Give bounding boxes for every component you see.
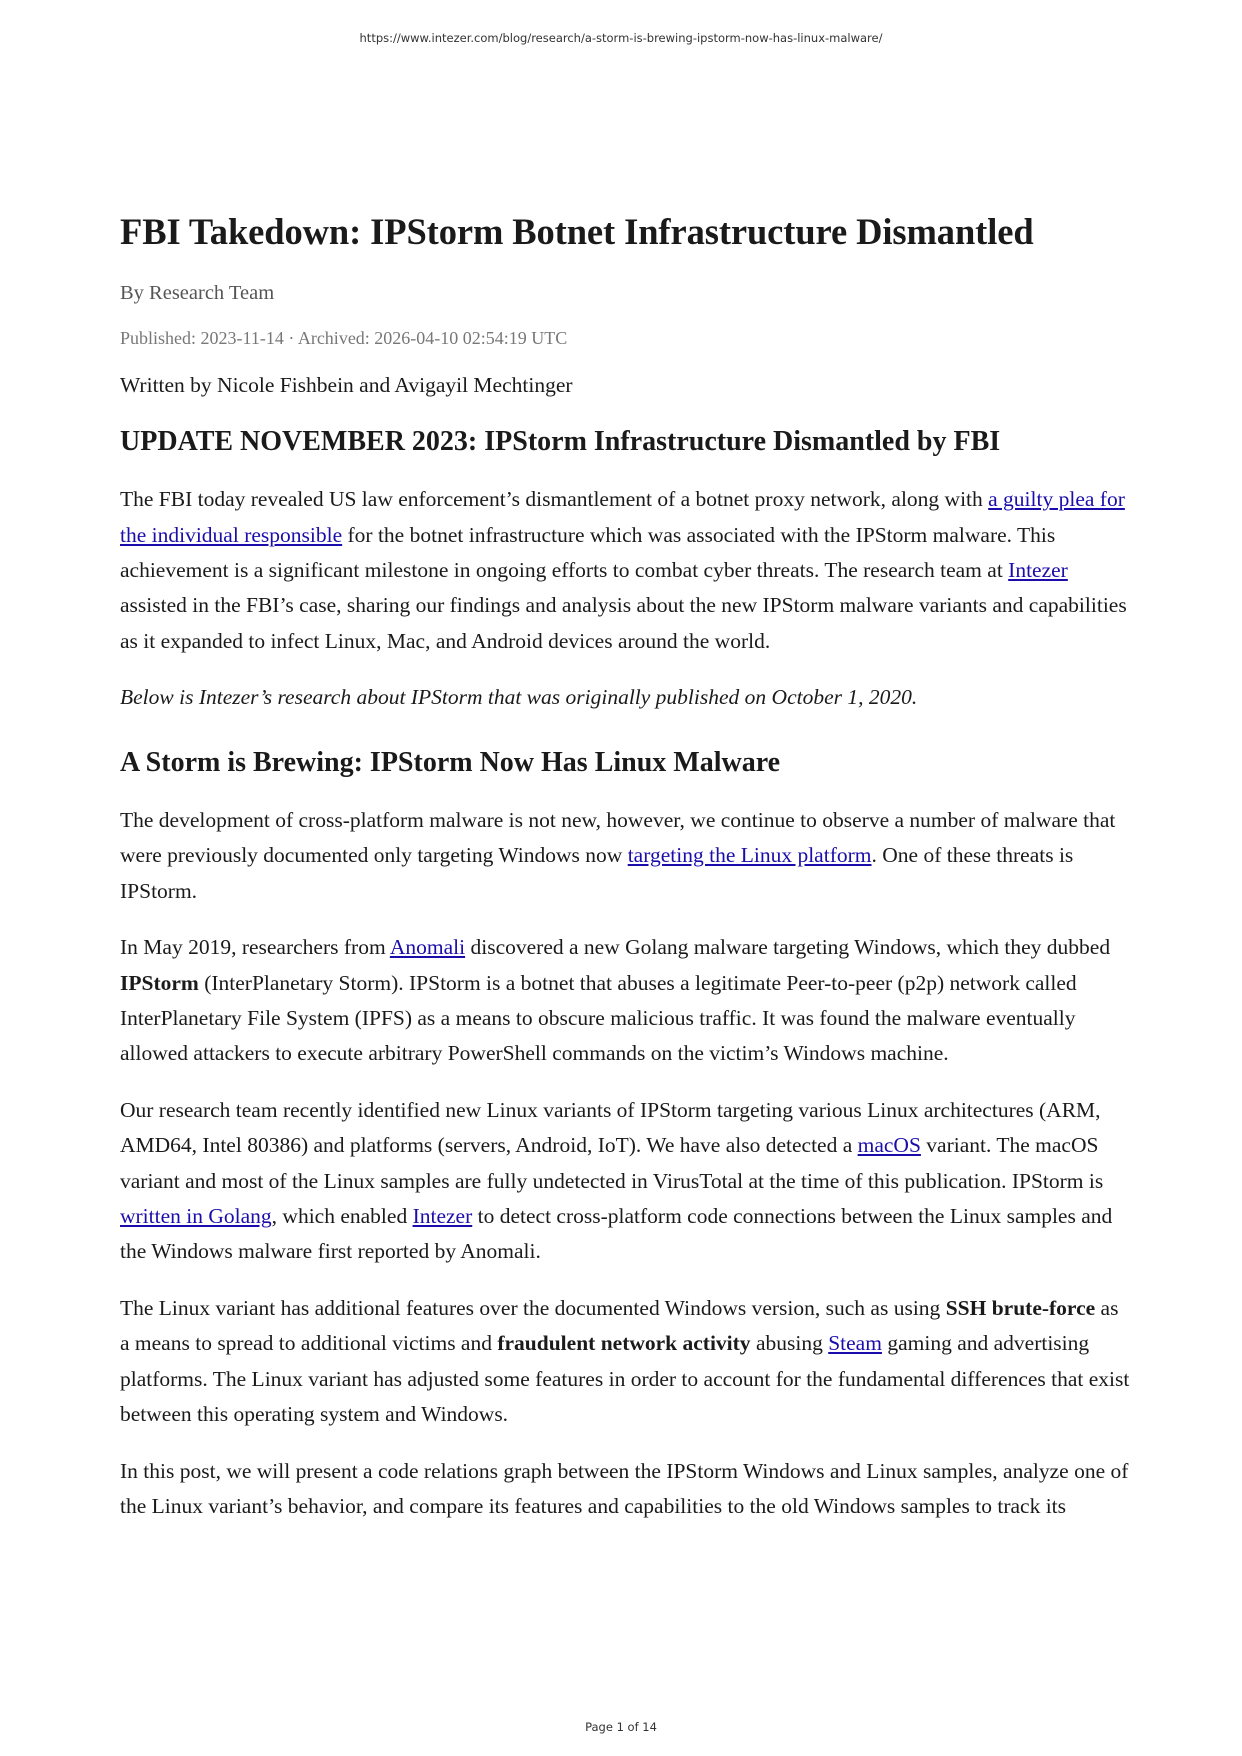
paragraph-text: discovered a new Golang malware targeting Windows, which they dubbed [465,935,1111,960]
linux-platform-link[interactable]: targeting the Linux platform [627,843,872,868]
paragraph-text: abusing [750,1331,829,1356]
paragraph-linux-features [120,1291,1132,1433]
article [120,210,1132,1524]
paragraph-text: Our research team recently identified new Linux variants of IPStorm targeting various Linux architectures (ARM, AMD64, Intel 80386) and platforms (servers, Android, IoT). We have also detected a [120,1097,1101,1158]
macos-link[interactable]: macOS [857,1133,921,1158]
paragraph-text: as a means to spread to additional victims and [120,1295,1119,1356]
original-publication-note: Below is Intezer’s research about IPStorm that was originally published on October 1, 2020. [120,685,918,710]
bold-ssh-brute-force: SSH brute-force [945,1295,1096,1320]
paragraph-text: The Linux variant has additional features over the documented Windows version, such as using [120,1295,946,1320]
paragraph-text: In May 2019, researchers from [120,935,390,960]
paragraph-update [120,482,1132,659]
page-url-header: https://www.intezer.com/blog/research/a-storm-is-brewing-ipstorm-now-has-linux-malware/ [359,31,883,45]
paragraph-text: gaming and advertising platforms. The Linux variant has adjusted some features in order to account for the fundamental differences that exist between this operating system and Windows. [120,1331,1130,1427]
intezer-link[interactable]: Intezer [412,1204,473,1229]
paragraph-text: . One of these threats is IPStorm. [120,843,1074,903]
paragraph-text: The FBI today revealed US law enforcement’s dismantlement of a botnet proxy network, along with [120,487,989,512]
article-title: FBI Takedown: IPStorm Botnet Infrastructure Dismantled [120,211,1034,252]
paragraph-text: variant. The macOS variant and most of the Linux samples are fully undetected in VirusTotal at the time of this publication. IPStorm is [120,1133,1104,1193]
page-number: Page 1 of 14 [585,1720,657,1734]
paragraph-text: for the botnet infrastructure which was associated with the IPStorm malware. This achievement is a significant milestone in ongoing efforts to combat cyber threats. The research team at [120,522,1056,582]
byline: By Research Team [120,281,275,304]
bold-fraudulent-activity: fraudulent network activity [497,1331,751,1356]
paragraph-text: assisted in the FBI’s case, sharing our findings and analysis about the new IPStorm malware variants and capabilities as it expanded to infect Linux, Mac, and Android devices around the world. [120,593,1127,653]
paragraph-text: to detect cross-platform code connections between the Linux samples and the Windows malware first reported by Anomali. [120,1204,1113,1264]
steam-link[interactable]: Steam [828,1331,882,1356]
golang-link[interactable]: written in Golang [120,1204,272,1229]
paragraph-linux-variants [120,1093,1132,1270]
bold-ipstorm: IPStorm [120,970,199,995]
paragraph-text: The development of cross-platform malware is not new, however, we continue to observe a number of malware that were previously documented only targeting Windows now [120,808,1116,868]
publish-meta: Published: 2023-11-14 · Archived: 2026-04-10 02:54:19 UTC [120,327,568,348]
paragraph-intro [120,803,1132,909]
anomali-link[interactable]: Anomali [389,935,466,960]
paragraph-text: , which enabled [271,1204,413,1229]
update-heading: UPDATE NOVEMBER 2023: IPStorm Infrastructure Dismantled by FBI [120,425,1001,457]
intezer-link[interactable]: Intezer [1008,558,1068,582]
paragraph-post-overview [120,1454,1132,1525]
section-heading: A Storm is Brewing: IPStorm Now Has Linux Malware [120,746,781,778]
authors-line: Written by Nicole Fishbein and Avigayil Mechtinger [120,372,573,397]
paragraph-text: In this post, we will present a code relations graph between the IPStorm Windows and Linux samples, analyze one of the Linux variant’s behavior, and compare its features and capabilities to the old Windows samples to track its [120,1458,1129,1518]
paragraph-anomali [120,930,1132,1072]
guilty-plea-link[interactable]: a guilty plea for the individual responsible [120,487,1125,547]
paragraph-text: (InterPlanetary Storm). IPStorm is a botnet that abuses a legitimate Peer-to-peer (p2p) network called InterPlanetary File System (IPFS) as a means to obscure malicious traffic. It was found the malware eventually allowed attackers to execute arbitrary PowerShell commands on the victim’s Windows machine. [120,970,1077,1066]
